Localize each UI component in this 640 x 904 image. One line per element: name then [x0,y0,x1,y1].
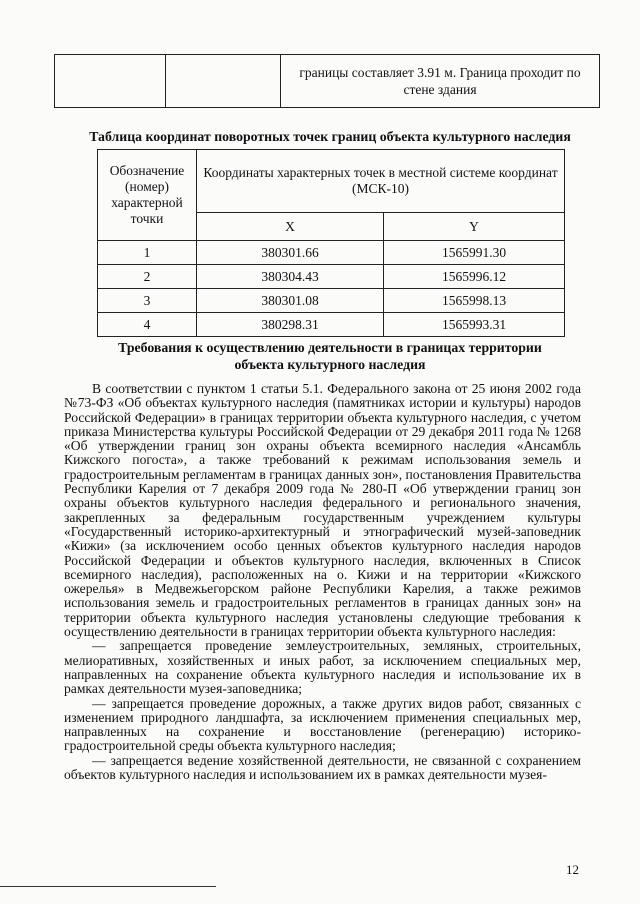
table-row [98,289,565,313]
point-number: 2 [98,265,197,289]
x-column-header: X [197,213,384,241]
y-coordinate: 1565993.31 [384,313,565,337]
table-row [98,241,565,265]
page-number: 12 [566,862,579,877]
point-number: 1 [98,241,197,265]
table-row [55,55,600,108]
table-row [98,265,565,289]
x-coordinate: 380298.31 [197,313,384,337]
boundary-description-cell: границы составляет 3.91 м. Граница проходит по стене здания [281,55,600,108]
table-row [98,313,565,337]
y-column-header: Y [384,213,565,241]
y-coordinate: 1565996.12 [384,265,565,289]
coordinates-header: Координаты характерных точек в местной системе координат (МСК-10) [197,150,565,213]
table-cell [166,55,281,108]
x-coordinate: 380301.66 [197,241,384,265]
boundary-description-table [54,54,600,108]
coordinates-table [97,149,565,337]
coordinates-table-heading: Таблица координат поворотных точек границ объекта культурного наследия [89,129,571,144]
intro-paragraph: В соответствии с пунктом 1 статьи 5.1. Федерального закона от 25 июня 2002 года №73-ФЗ «Об объектах культурного наследия (памятниках истории и культуры) народов Российской Федерации» в границах территории объекта культурного наследия, с учетом приказа Министерства культуры Российской Федерации от 29 декабря 2011 года № 1268 «Об утверждении границ зон охраны объекта всемирного наследия «Ансамбль Кижского погоста», а также требований к режимам использования земель и градостроительным регламентам в границах данных зон», постановления Правительства Республики Карелия от 7 декабря 2009 года № 280-П «Об утверждении границ зон охраны объектов культурного наследия федерального и регионального значения, закрепленных за федеральным государственным учреждением культуры «Государственный историко-архитектурный и этнографический музей-заповедник «Кижи» (за исключением особо ценных объектов культурного наследия народов Российской Федерации и объектов культурного наследия, включенных в Список всемирного наследия), расположенных на о. Кижи и на территории «Кижского ожерелья» в Медвежьегорском районе Республики Карелия, а также режимов использования земель и градостроительных регламентов в границах данных зон» на территории объекта культурного наследия установлены следующие требования к осуществлению деятельности в границах территории объекта культурного наследия: [64,381,581,640]
y-coordinate: 1565991.30 [384,241,565,265]
table-cell [55,55,166,108]
point-number: 3 [98,289,197,313]
point-number-header: Обозначение (номер) характерной точки [98,150,197,241]
requirement-item: — запрещается проведение дорожных, а также других видов работ, связанных с изменением природного ландшафта, за исключением применения специальных мер, направленных на сохранение и восстановление (регенерацию) историко-градостроительной среды объекта культурного наследия; [64,695,581,754]
requirements-heading-line: объекта культурного наследия [234,357,426,372]
y-coordinate: 1565998.13 [384,289,565,313]
table-header-row [98,150,565,213]
requirements-heading-line: Требования к осуществлению деятельности в границах территории [118,340,542,355]
footer-divider [0,886,216,887]
requirement-item: — запрещается ведение хозяйственной деятельности, не связанной с сохранением объектов культурного наследия и использованием их в рамках деятельности музея- [64,752,581,783]
requirement-item: — запрещается проведение землеустроительных, земляных, строительных, мелиоративных, хозяйственных и иных работ, за исключением специальных мер, направленных на сохранение объекта культурного наследия и использование их в рамках деятельности музея-заповедника; [64,638,581,697]
x-coordinate: 380304.43 [197,265,384,289]
x-coordinate: 380301.08 [197,289,384,313]
point-number: 4 [98,313,197,337]
requirements-body [64,382,581,782]
requirements-heading [40,339,620,373]
